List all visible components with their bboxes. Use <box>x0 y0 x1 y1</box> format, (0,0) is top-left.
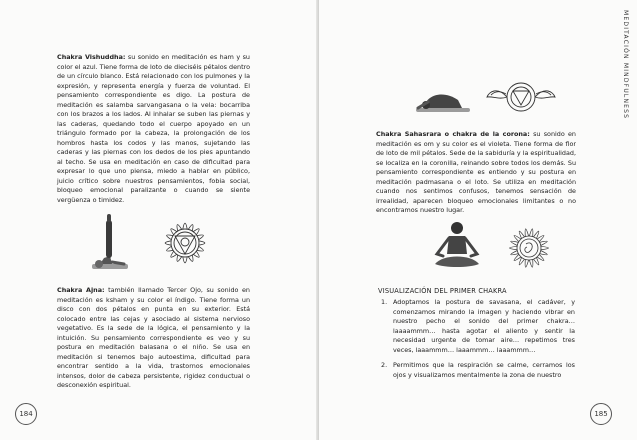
ajna-paragraph <box>57 286 250 391</box>
list-item-number: 1. <box>381 298 388 306</box>
vishuddha-mandala-icon <box>156 214 214 272</box>
mandala-petal <box>199 241 205 245</box>
list-item-text: Adoptamos la postura de savasana, el cadáver, y comenzamos mirando la imagen y haciendo vibrar en nuestro pecho el sonido del primer chakra… laaaammm… hasta agotar el aliento y sentir la necesidad urgente de tomar aire… repetimos tres veces, laaammm… laaammm… laaammm… <box>393 298 575 354</box>
mandala-petal <box>525 259 528 267</box>
list-item-text: Permitimos que la respiración se calme, cerramos los ojos y visualizamos mentalmente la zona de nuestro <box>393 361 575 379</box>
mandala-petal <box>183 223 187 229</box>
child-pose-figure-illustration <box>414 84 472 114</box>
mandala-petal <box>183 257 187 263</box>
sahasrara-title: Chakra Sahasrara o chakra de la corona: <box>376 130 530 138</box>
list-item-number: 2. <box>381 361 388 369</box>
page-number-right: 185 <box>590 403 612 425</box>
ajna-text: también llamado Tercer Ojo, su sonido en meditación es ksham y su color el índigo. Tiene forma un disco con dos pétalos en punta en su exterior. Está colocado entre las cejas y asociado al sistema nervioso vegetativo. Es la sede de la lógica, el pensamiento y la intuición. Su pensamiento correspondiente es veo y su postura en meditación balasana o el niño. Se usa en meditación si tenemos bajo autoestima, dificultad para encontrar sentido a la vida, trastornos emocionales intensos, dolor de cabeza persistente, rigidez conductual o desconexión espiritual. <box>57 286 250 389</box>
right-page <box>319 0 637 440</box>
visualization-steps-list <box>381 298 575 386</box>
mandala-petal <box>525 229 528 237</box>
list-item <box>381 298 575 355</box>
mandala-petal <box>541 246 549 249</box>
visualization-section-title: VISUALIZACIÓN DEL PRIMER CHAKRA <box>378 287 507 295</box>
mandala-petal <box>165 241 171 245</box>
lotus-pose-figure-illustration <box>429 220 485 274</box>
mandala-petal <box>529 259 532 267</box>
left-page <box>0 0 318 440</box>
sahasrara-mandala-icon <box>499 218 559 278</box>
vishuddha-text: su sonido en meditación es ham y su color el azul. Tiene forma de loto de dieciséis pétalos dentro de un círculo blanco. Está relacionado con los pulmones y la expresión, y representa energía y fuerza de voluntad. El pensamiento correspondiente es digo. La postura de meditación es salamba sarvangasana o la vela: bocarriba con los brazos a los lados. Al inhalar se suben las piernas y las caderas, quedando todo el cuerpo apoyado en un triángulo formado por la cabeza, la prolongación de los hombros hasta los codos y las manos, sujetando las caderas y las piernas con los dedos de los pies apuntando al techo. Se usa en meditación en caso de dificultad para expresar lo que uno piensa, miedo a hablar en público, juicio crítico sobre nuestros pensamientos, fobia social, bloqueo emocional paralizante o cuando se siente vergüenza o timidez. <box>57 53 250 204</box>
list-item <box>381 361 575 380</box>
vishuddha-paragraph <box>57 53 250 205</box>
mandala-petal <box>529 229 532 237</box>
ajna-title: Chakra Ajna: <box>57 286 105 294</box>
vishuddha-title: Chakra Vishuddha: <box>57 53 126 61</box>
running-head-text: MEDITACIÓN MINDFULNESS <box>622 10 629 120</box>
page-number-left: 184 <box>15 403 37 425</box>
sahasrara-text: su sonido en meditación es om y su color es el violeta. Tiene forma de flor de loto de mil pétalos. Sede de la sabiduría y la espiritualidad, se localiza en la coronilla, reinando sobre todos los demás. Su pensamiento correspondiente es entiendo y su postura en meditación padmasana o el loto. Se utiliza en meditación cuando nos sentimos confusos, tenemos sensación de irrealidad, aparecen bloqueo emocionales limitantes o no encontramos nuestro lugar. <box>376 130 576 214</box>
sahasrara-paragraph <box>376 130 576 216</box>
running-head <box>619 10 631 150</box>
ajna-mandala-icon <box>485 72 557 122</box>
mandala-petal <box>510 246 518 249</box>
candle-pose-figure-illustration <box>90 212 132 272</box>
